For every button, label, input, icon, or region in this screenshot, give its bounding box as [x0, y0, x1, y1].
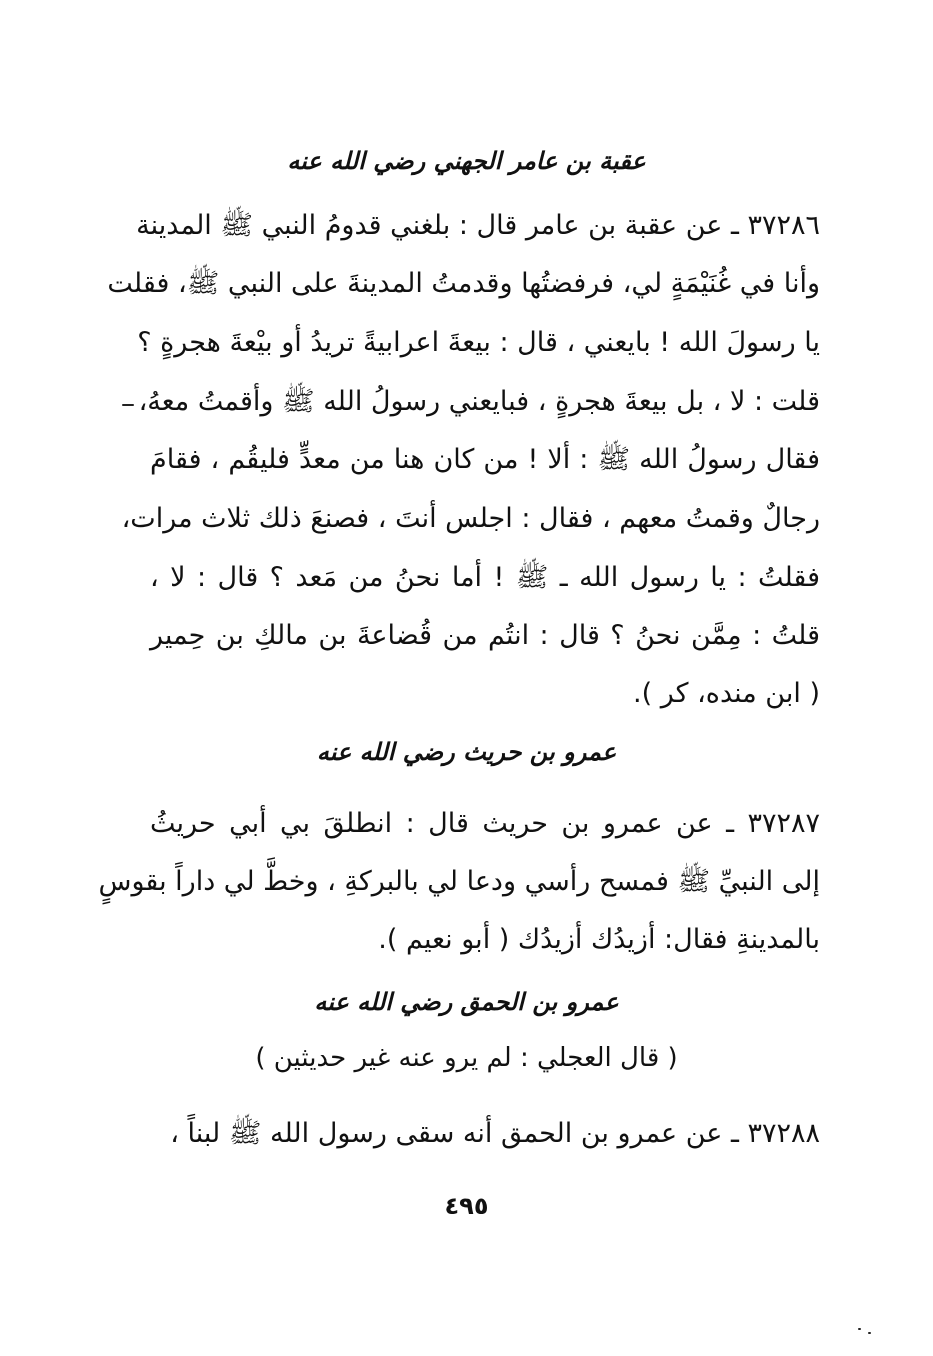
text-line: إلى النبيِّ ﷺ فمسح رأسي ودعا لي بالبركةِ ، وخطَّ لي داراً بقوسٍ — [98, 866, 820, 897]
section-heading-amr-hamiq: عمرو بن الحمق رضي الله عنه — [314, 988, 619, 1016]
text-line: وأنا في غُنَيْمَةٍ لي، فرفضتُها وقدمتُ المدينةَ على النبي ﷺ، فقلت — [107, 268, 820, 299]
section-heading-uqba: عقبة بن عامر الجهني رضي الله عنه — [287, 147, 646, 175]
narrator-note: ( قال العجلي : لم يرو عنه غير حديثين ) — [255, 1043, 678, 1073]
scan-speck — [122, 404, 134, 406]
text-line-citation: بالمدينةِ فقال: أزيدُك أزيدُك ( أبو نعيم ). — [378, 924, 820, 955]
text-line: فقلتُ : يا رسول الله ـ ﷺ ! أما نحنُ من مَعد ؟ قال : لا ، — [150, 562, 820, 593]
text-line: يا رسولَ الله ! بايعني ، قال : بيعةَ اعرابيةً تريدُ أو بيْعةَ هجرةٍ ؟ — [137, 327, 820, 358]
section-heading-amr-huraith: عمرو بن حريث رضي الله عنه — [316, 738, 617, 766]
scan-speck — [868, 1332, 871, 1334]
text-line: فقال رسولُ الله ﷺ : ألا ! من كان هنا من معدٍّ فليقُم ، فقامَ — [150, 444, 820, 475]
text-line: رجالٌ وقمتُ معهم ، فقال : اجلس أنتَ ، فصنعَ ذلك ثلاث مرات، — [121, 503, 820, 534]
text-line: ٣٧٢٨٨ ـ عن عمرو بن الحمق أنه سقى رسول الله ﷺ لبناً ، — [170, 1118, 820, 1149]
text-line: ٣٧٢٨٧ ـ عن عمرو بن حريث قال : انطلقَ بي أبي حريثُ — [150, 808, 820, 839]
text-line: قلت : لا ، بل بيعةَ هجرةٍ ، فبايعني رسولُ الله ﷺ وأقمتُ معهُ، — [138, 386, 820, 417]
text-line: قلتُ : مِمَّن نحنُ ؟ قال : انتُم من قُضاعةَ بن مالكِ بن حِمير — [150, 620, 820, 651]
text-line: ٣٧٢٨٦ ـ عن عقبة بن عامر قال : بلغني قدومُ النبي ﷺ المدينة — [136, 210, 820, 241]
scan-speck — [858, 1328, 861, 1330]
text-line-citation: ( ابن منده، كر ). — [633, 678, 820, 709]
page-number: ٤٩٥ — [444, 1192, 489, 1220]
